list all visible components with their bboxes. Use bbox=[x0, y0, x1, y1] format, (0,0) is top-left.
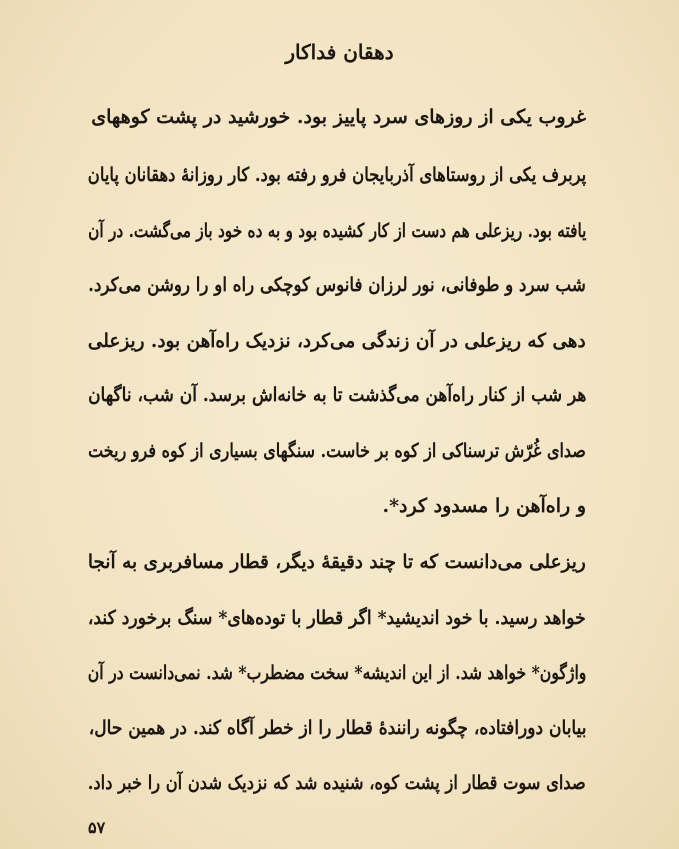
text-line: ریزعلی می‌دانست که تا چند دقیقهٔ دیگر، قطار مسافربری به آنجا bbox=[88, 551, 586, 573]
text-line: صدای سوت قطار از پشت کوه، شنیده شد که نزدیک شدن آن را خبر داد. bbox=[88, 772, 586, 794]
text-line: غروب یکی از روزهای سرد پاییز بود. خورشید در پشت کوههای bbox=[91, 106, 586, 128]
text-line: هر شب از کنار راه‌آهن می‌گذشت تا به خانه‌اش برسد. آن شب، ناگهان bbox=[87, 384, 586, 406]
text-line: صدای غُرّش ترسناکی از کوه بر خاست. سنگهای بسیاری از کوه فرو ریخت bbox=[88, 440, 586, 462]
text-line: پربرف یکی از روستاهای آذربایجان فرو رفته بود. کار روزانهٔ دهقانان پایان bbox=[87, 164, 586, 186]
text-line: بیابان دورافتاده، چگونه رانندهٔ قطار را از خطر آگاه کند. در همین حال، bbox=[88, 717, 586, 739]
text-line: و راه‌آهن را مسدود کرد*. bbox=[382, 495, 586, 517]
page-title: دهقان فداکار bbox=[285, 40, 394, 64]
text-line: شب سرد و طوفانی، نور لرزان فانوس کوچکی راه او را روشن می‌کرد. bbox=[88, 274, 586, 296]
page-number: ۵۷ bbox=[88, 818, 106, 837]
text-line: واژگون* خواهد شد. از این اندیشه* سخت مضطرب* شد. نمی‌دانست در آن bbox=[87, 662, 586, 684]
text-line: خواهد رسید. با خود اندیشید* اگر قطار با توده‌های* سنگ برخورد کند، bbox=[88, 607, 586, 629]
text-line: دهی که ریزعلی در آن زندگی می‌کرد، نزدیک راه‌آهن بود. ریزعلی bbox=[88, 330, 586, 352]
text-line: یافته بود. ریزعلی هم دست از کار کشیده بود و به ده خود باز می‌گشت. در آن bbox=[87, 220, 586, 242]
